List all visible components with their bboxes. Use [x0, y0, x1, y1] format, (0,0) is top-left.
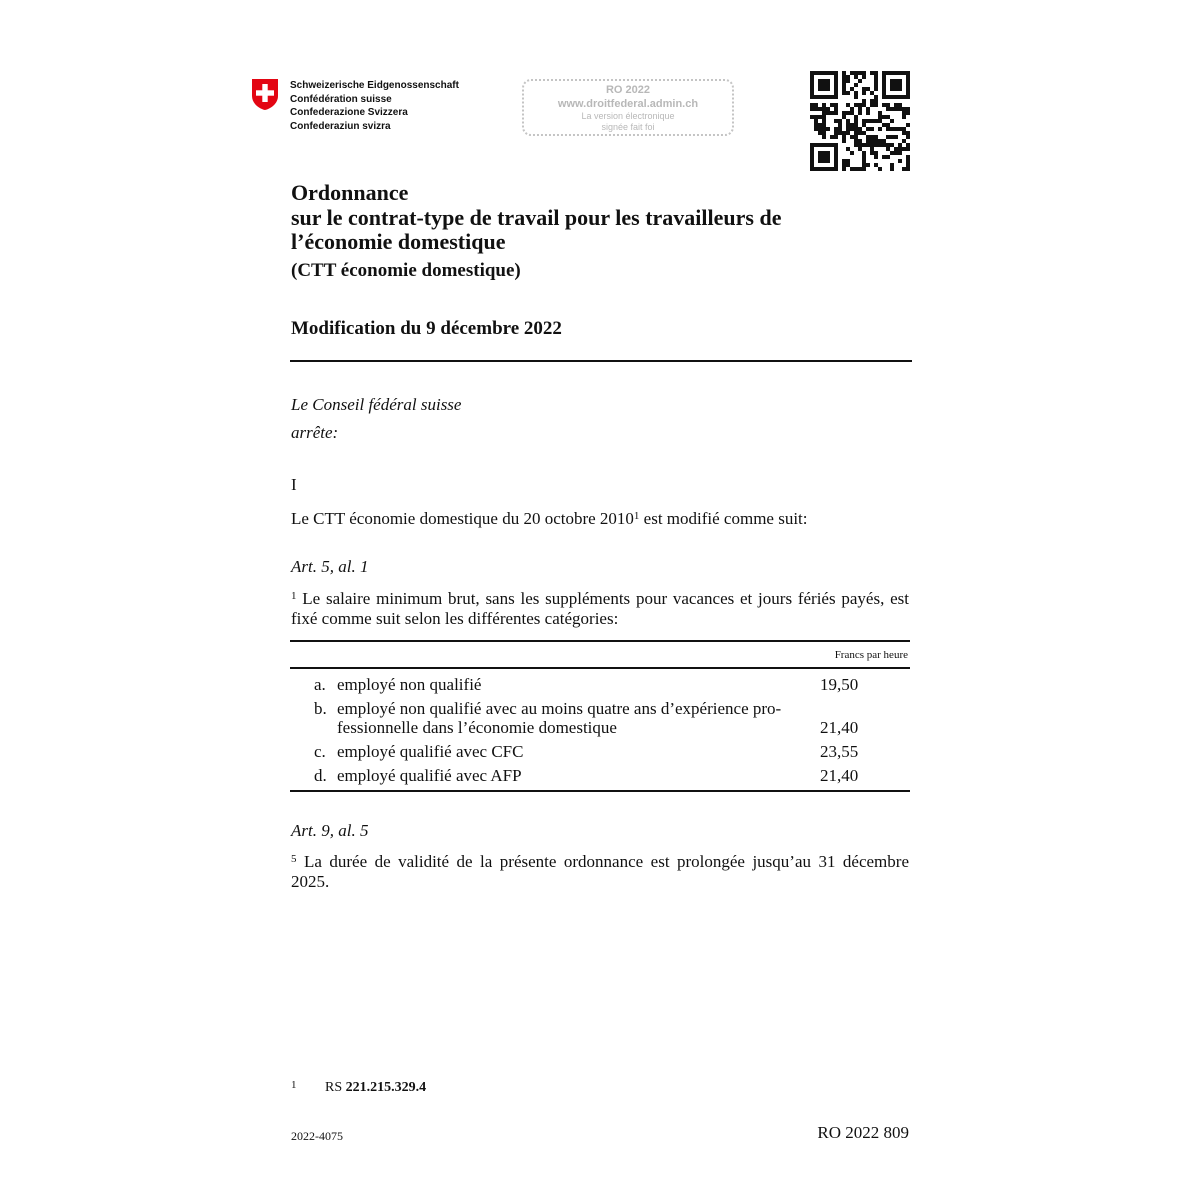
table-bottom-rule — [290, 790, 910, 792]
paragraph-number: 5 — [291, 853, 297, 865]
official-compilation-reference: RO 2022 809 — [817, 1123, 909, 1142]
row-letter: c. — [314, 742, 326, 761]
confederation-name-fr: Confédération suisse — [290, 93, 392, 105]
paragraph-number: 1 — [291, 590, 297, 602]
table-row — [314, 742, 874, 761]
row-value: 19,50 — [820, 675, 859, 694]
stamp-ro: RO 2022 — [605, 84, 651, 96]
row-category: employé qualifié avec AFP — [337, 766, 522, 785]
table-top-rule — [290, 640, 910, 642]
article-9-heading: Art. 9, al. 5 — [291, 821, 369, 840]
row-category: employé non qualifié — [337, 675, 482, 694]
row-letter: a. — [314, 675, 326, 694]
title-divider — [290, 360, 912, 362]
table-row — [314, 699, 874, 737]
title-line-2: sur le contrat-type de travail pour les travailleurs de — [291, 204, 782, 230]
intro-tail: est modifié comme suit: — [639, 509, 808, 528]
row-category: employé qualifié avec CFC — [337, 742, 524, 761]
row-letter: d. — [314, 766, 327, 785]
footnote-reference: 1 — [633, 510, 640, 522]
preamble — [291, 391, 461, 447]
electronic-version-stamp — [522, 79, 734, 136]
footnote — [291, 1079, 426, 1096]
row-value: 21,40 — [820, 766, 859, 785]
confederation-name-rm: Confederaziun svizra — [290, 120, 391, 132]
modification-date: Modification du 9 décembre 2022 — [291, 318, 562, 339]
intro-text: Le CTT économie domestique du 20 octobre 2010 — [291, 509, 634, 528]
article-9-paragraph — [291, 849, 909, 892]
stamp-note-1: La version électronique — [581, 111, 675, 121]
footnote-reference-number: 221.215.329.4 — [345, 1080, 427, 1095]
footnote-number: 1 — [291, 1079, 297, 1091]
article-5-heading: Art. 5, al. 1 — [291, 557, 369, 576]
confederation-name-block — [290, 79, 459, 133]
table-header-rule — [290, 667, 910, 669]
title-line-1: Ordonnance — [291, 180, 409, 205]
table-row — [314, 675, 874, 694]
table-column-header: Francs par heure — [834, 649, 908, 661]
row-letter: b. — [314, 699, 327, 718]
council-name: Le Conseil fédéral suisse — [291, 395, 462, 414]
row-value: 21,40 — [820, 718, 859, 737]
footnote-prefix: RS — [325, 1080, 346, 1095]
qr-code-icon — [810, 71, 910, 171]
title-line-3: l’économie domestique — [291, 229, 506, 254]
paragraph-text: La durée de validité de la présente ordonnance est prolongée jusqu’au 31 décembre 2025. — [291, 852, 909, 891]
confederation-name-de: Schweizerische Eidgenossenschaft — [290, 80, 459, 91]
ordinance-title — [291, 181, 911, 255]
document-number: 2022-4075 — [291, 1129, 343, 1143]
row-category: employé non qualifié avec au moins quatre ans d’expérience pro-fessionnelle dans l’économie domestique — [337, 699, 782, 737]
stamp-url: www.droitfederal.admin.ch — [557, 98, 699, 110]
swiss-flag-icon — [250, 78, 280, 111]
table-row — [314, 766, 874, 785]
article-5-paragraph — [291, 586, 909, 629]
ordinance-abbreviation: (CTT économie domestique) — [291, 260, 521, 281]
stamp-note-2: signée fait foi — [601, 122, 655, 132]
qr-code-modules — [810, 71, 910, 171]
confederation-name-it: Confederazione Svizzera — [290, 107, 408, 118]
row-value: 23,55 — [820, 742, 859, 761]
section-numeral: I — [291, 475, 297, 494]
intro-sentence — [291, 509, 808, 529]
paragraph-text: Le salaire minimum brut, sans les suppléments pour vacances et jours fériés payés, est fixé comme suit selon les différentes catégories: — [291, 589, 909, 628]
decree-word: arrête: — [291, 423, 339, 442]
